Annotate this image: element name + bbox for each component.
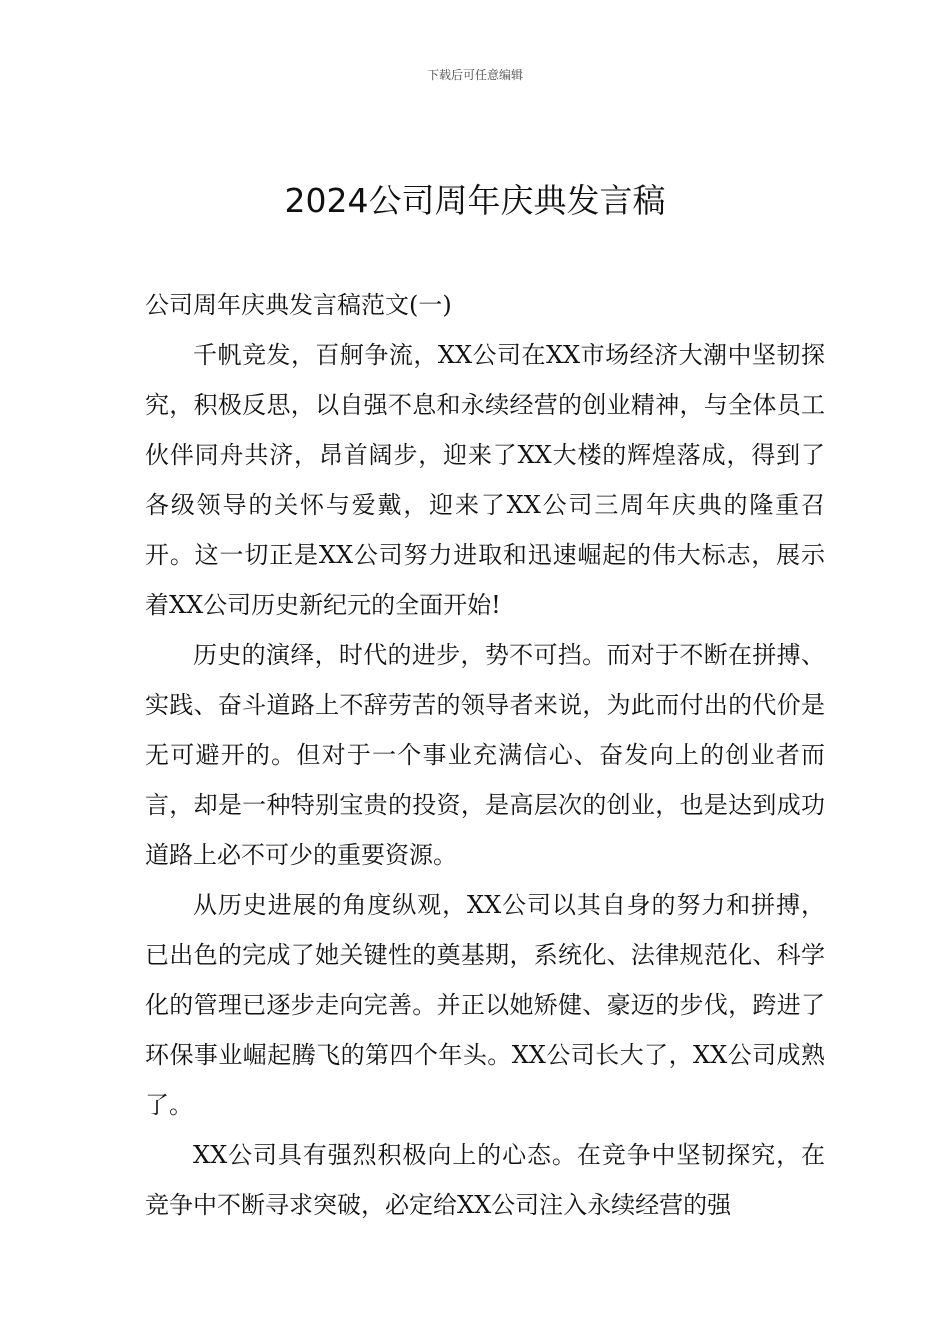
document-body bbox=[145, 280, 825, 1230]
header-note: 下载后可任意编辑 bbox=[426, 68, 523, 82]
document-title: 2024公司周年庆典发言稿 bbox=[284, 181, 666, 220]
paragraph-4: XX公司具有强烈积极向上的心态。在竞争中坚韧探究，在竞争中不断寻求突破，必定给XX公司注入永续经营的强 bbox=[145, 1141, 825, 1219]
paragraph-3: 从历史进展的角度纵观，XX公司以其自身的努力和拼搏，已出色的完成了她关键性的奠基期，系统化、法律规范化、科学化的管理已逐步走向完善。并正以她矫健、豪迈的步伐，跨进了环保事业崛起腾飞的第四个年头。XX公司长大了，XX公司成熟了。 bbox=[145, 891, 825, 1119]
section-subtitle: 公司周年庆典发言稿范文(一) bbox=[145, 291, 452, 319]
paragraph-2: 历史的演绎，时代的进步，势不可挡。而对于不断在拼搏、实践、奋斗道路上不辞劳苦的领导者来说，为此而付出的代价是无可避开的。但对于一个事业充满信心、奋发向上的创业者而言，却是一种特别宝贵的投资，是高层次的创业，也是达到成功道路上必不可少的重要资源。 bbox=[145, 641, 825, 869]
paragraph-1: 千帆竞发，百舸争流，XX公司在XX市场经济大潮中坚韧探究，积极反思，以自强不息和永续经营的创业精神，与全体员工伙伴同舟共济，昂首阔步，迎来了XX大楼的辉煌落成，得到了各级领导的关怀与爱戴，迎来了XX公司三周年庆典的隆重召开。这一切正是XX公司努力进取和迅速崛起的伟大标志，展示着XX公司历史新纪元的全面开始! bbox=[145, 341, 825, 619]
